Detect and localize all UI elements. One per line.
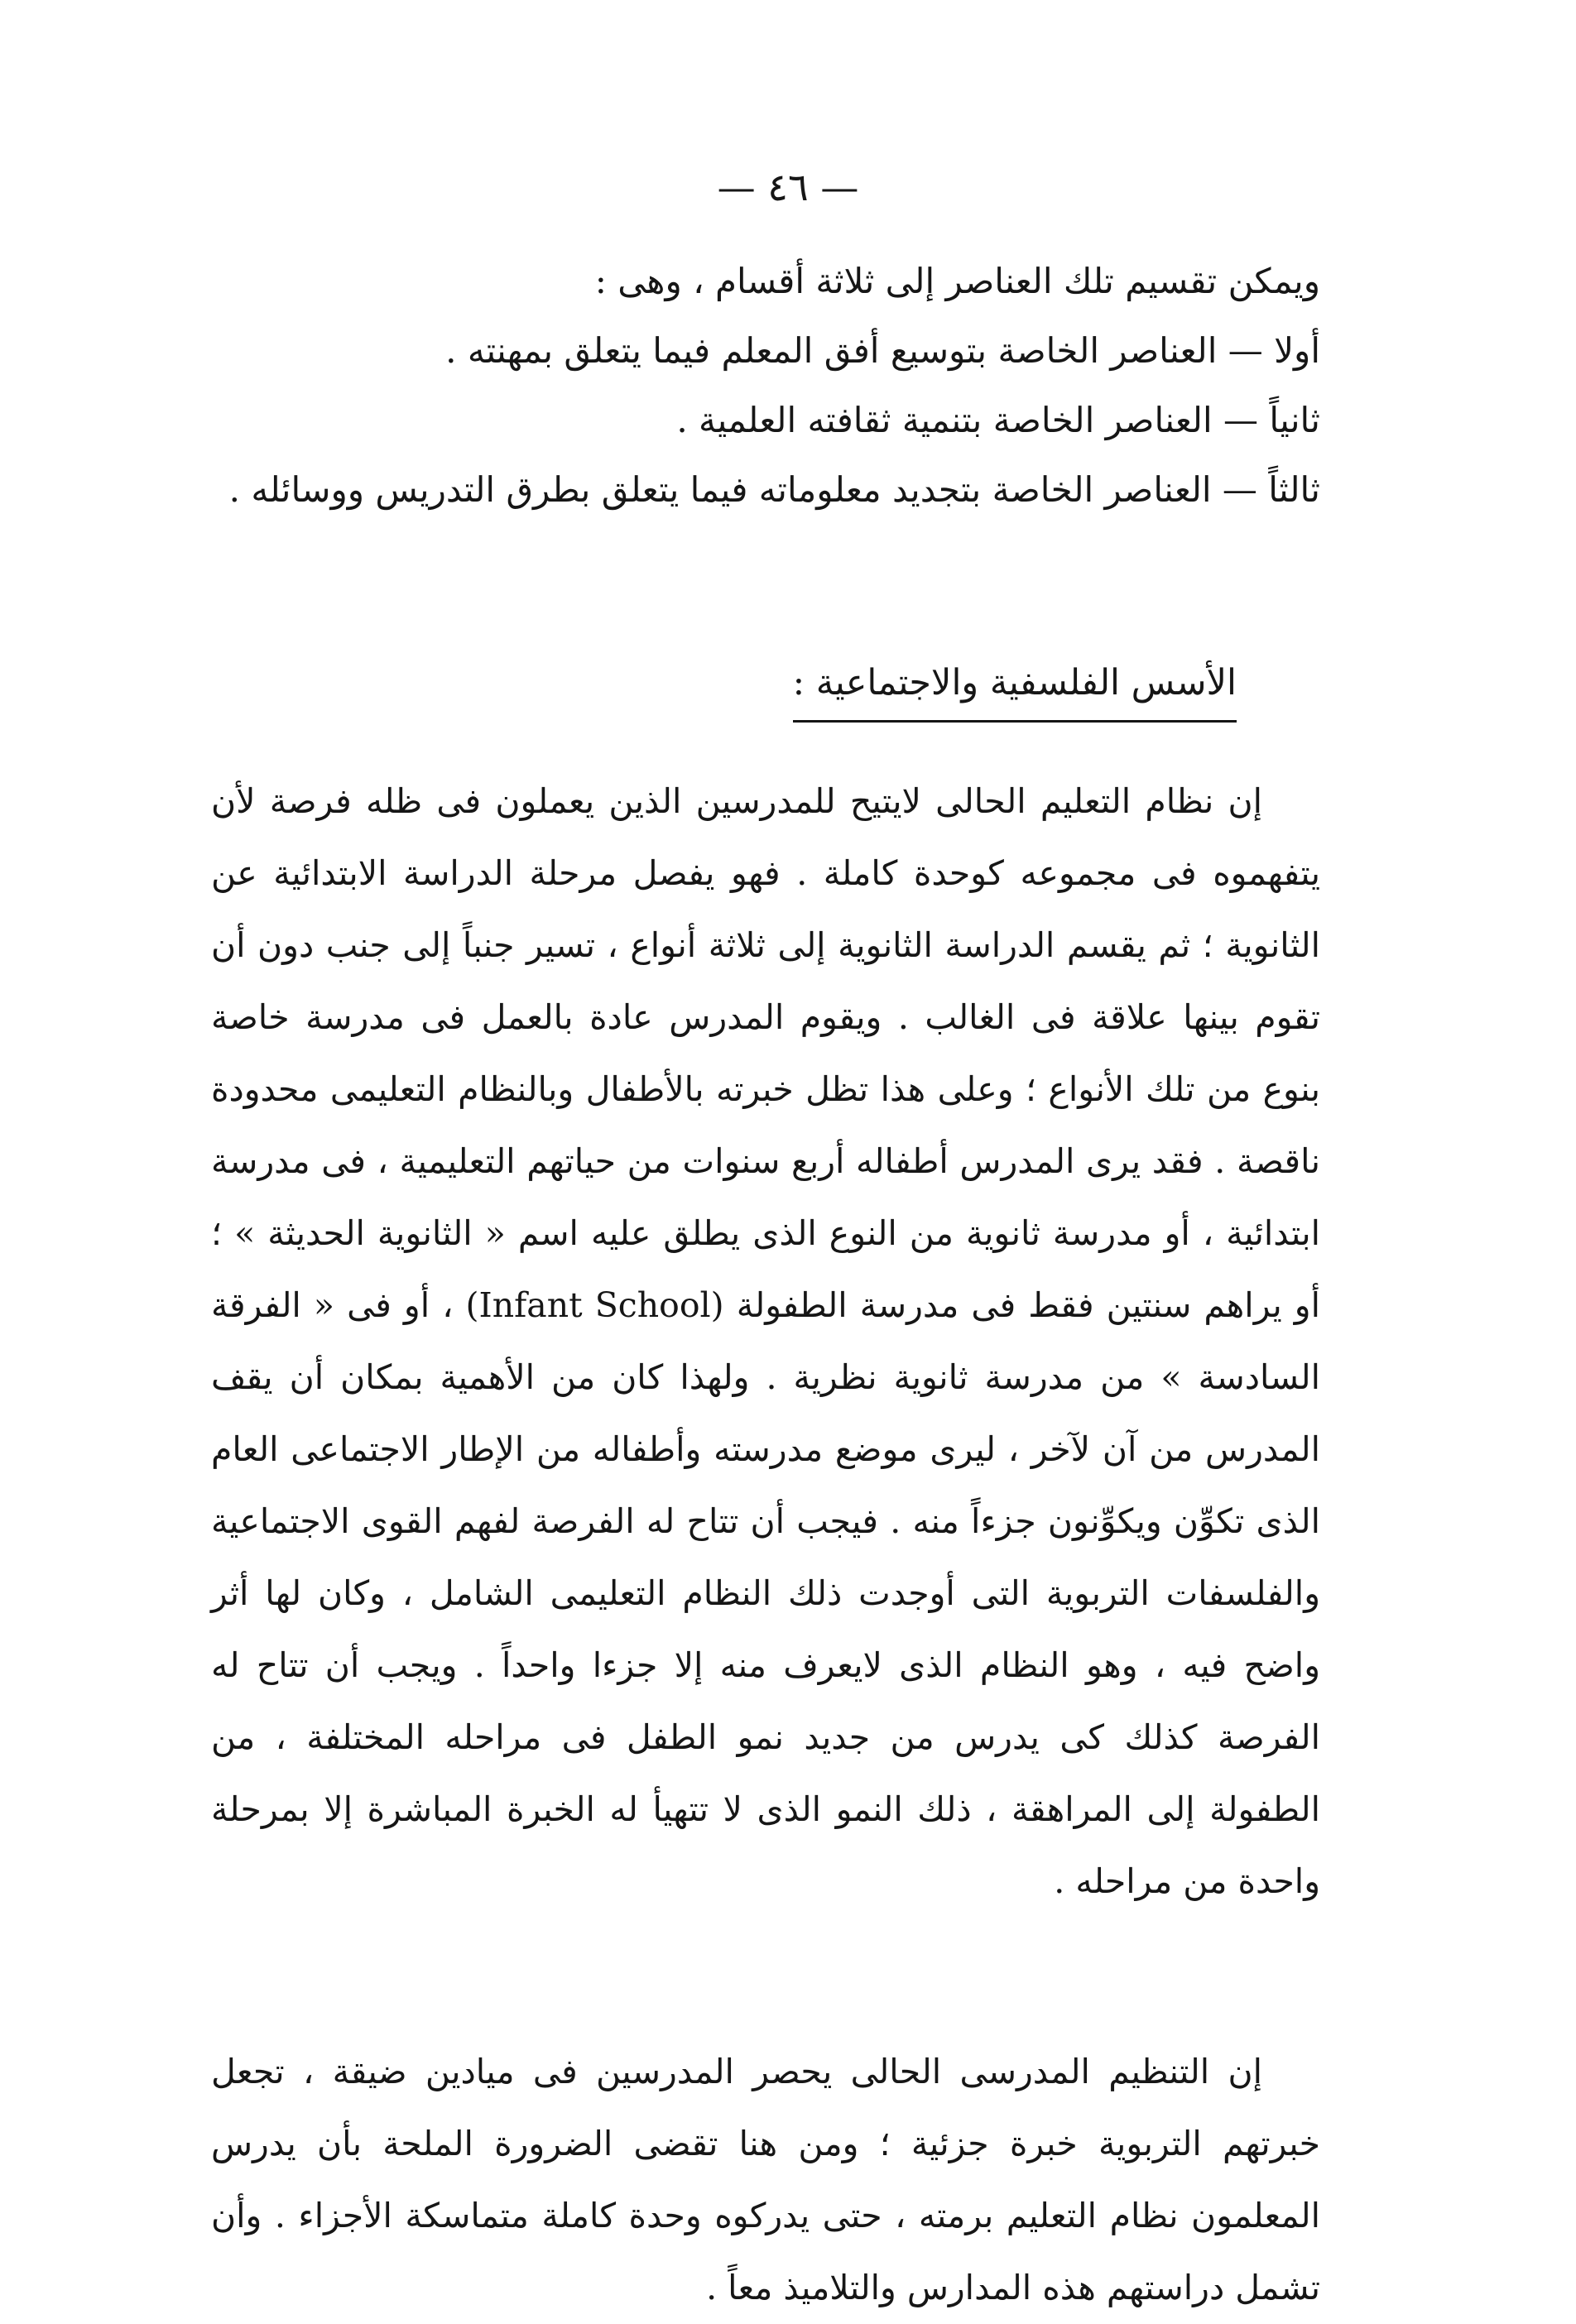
page-number: — ٤٦ — (717, 165, 859, 209)
list-item: أولا — العناصر الخاصة بتوسيع أفق المعلم فيما يتعلق بمهنته . (445, 330, 1320, 371)
intro-block (211, 247, 1320, 525)
body-paragraph: إن التنظيم المدرسى الحالى يحصر المدرسين فى ميادين ضيقة ، تجعل خبرتهم التربوية خبرة جزئية ؛ ومن هنا تقضى الضرورة الملحة بأن يدرس المعلمون نظام التعليم برمته ، حتى يدركوه وحدة كاملة متماسكة الأجزاء . وأن تشمل دراستهم هذه المدارس والتلاميذ معاً . (211, 2052, 1320, 2307)
list-item: ثانياً — العناصر الخاصة بتنمية ثقافته العلمية . (676, 400, 1320, 440)
list-item: ثالثاً — العناصر الخاصة بتجديد معلوماته فيما يتعلق بطرق التدريس ووسائله . (228, 469, 1320, 510)
intro-lead: ويمكن تقسيم تلك العناصر إلى ثلاثة أقسام ، وهى : (594, 261, 1320, 301)
body-paragraph: إن نظام التعليم الحالى لايتيح للمدرسين الذين يعملون فى ظله فرصة لأن يتفهموه فى مجموعه كوحدة كاملة . فهو يفصل مرحلة الدراسة الابتدائية عن الثانوية ؛ ثم يقسم الدراسة الثانوية إلى ثلاثة أنواع ، تسير جنباً إلى جنب دون أن تقوم بينها علاقة فى الغالب . ويقوم المدرس عادة بالعمل فى مدرسة خاصة بنوع من تلك الأنواع ؛ وعلى هذا تظل خبرته بالأطفال وبالنظام التعليمى محدودة ناقصة . فقد يرى المدرس أطفاله أربع سنوات من حياتهم التعليمية ، فى مدرسة ابتدائية ، أو مدرسة ثانوية من النوع الذى يطلق عليه اسم « الثانوية الحديثة » ؛ أو يراهم سنتين فقط فى مدرسة الطفولة (Infant School) ، أو فى « الفرقة السادسة » من مدرسة ثانوية نظرية . ولهذا كان من الأهمية بمكان أن يقف المدرس من آن لآخر ، ليرى موضع مدرسته وأطفاله من الإطار الاجتماعى العام الذى تكوِّن ويكوِّنون جزءاً منه . فيجب أن تتاح له الفرصة لفهم القوى الاجتماعية والفلسفات التربوية التى أوجدت ذلك النظام التعليمى الشامل ، وكان لها أثر واضح فيه ، وهو النظام الذى لايعرف منه إلا جزءا واحداً . ويجب أن تتاح له الفرصة كذلك كى يدرس من جديد نمو الطفل فى مراحله المختلفة ، من الطفولة إلى المراهقة ، ذلك النمو الذى لا تتهيأ له الخبرة المباشرة إلا بمرحلة واحدة من مراحله . (211, 781, 1321, 1901)
section-heading: الأسس الفلسفية والاجتماعية : (793, 654, 1237, 723)
